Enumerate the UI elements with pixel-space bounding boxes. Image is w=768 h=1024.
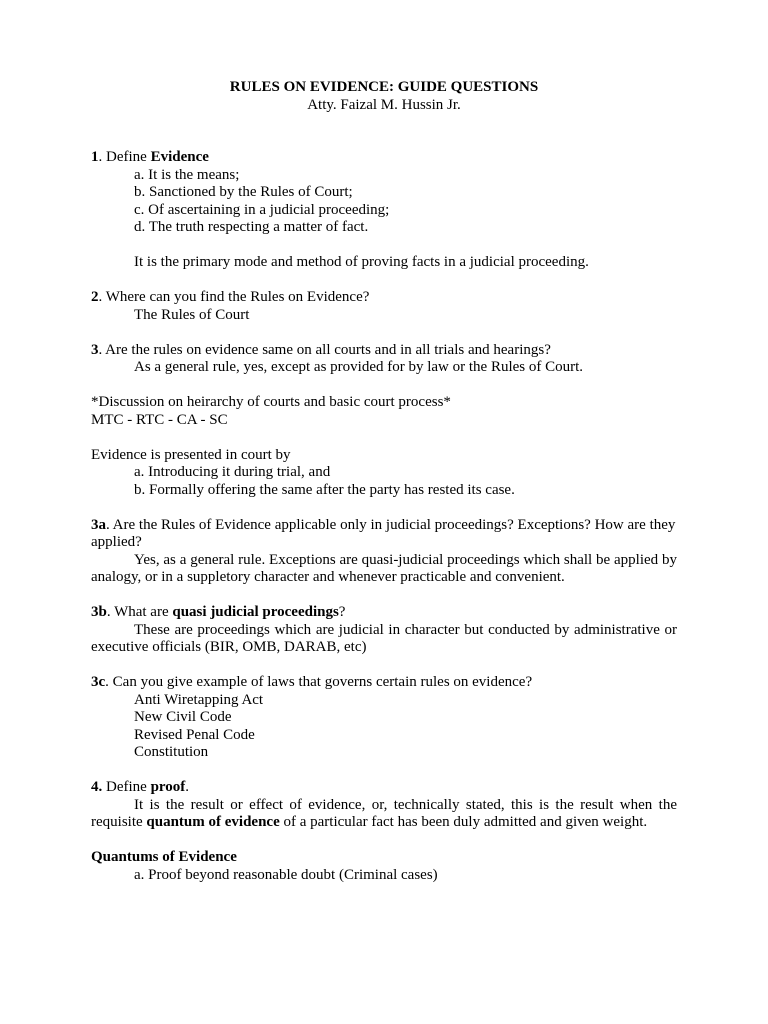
answer-3a: Yes, as a general rule. Exceptions are quasi-judicial proceedings which shall be applied by analogy, or in a suppletory character and whenever practicable and convenient. xyxy=(91,551,677,585)
question-3a: 3a. Are the Rules of Evidence applicable only in judicial proceedings? Exceptions? How are they applied? xyxy=(91,516,676,550)
answer-3b: These are proceedings which are judicial in character but conducted by administrative or executive officials (BIR, OMB, DARAB, etc) xyxy=(91,621,677,655)
discussion-note: *Discussion on heirarchy of courts and basic court process* xyxy=(91,394,451,410)
question-1-note: It is the primary mode and method of proving facts in a judicial proceeding. xyxy=(134,254,589,270)
answer-4: It is the result or effect of evidence, or, technically stated, this is the result when the requisite quantum of evidence of a particular fact has been duly admitted and given weight. xyxy=(91,796,677,830)
court-hierarchy: MTC - RTC - CA - SC xyxy=(91,411,228,428)
list-item: a. Proof beyond reasonable doubt (Criminal cases) xyxy=(134,866,438,883)
document-title: RULES ON EVIDENCE: GUIDE QUESTIONS xyxy=(229,79,539,95)
list-item: Revised Penal Code xyxy=(134,726,255,743)
list-item: d. The truth respecting a matter of fact. xyxy=(134,219,369,235)
list-item: b. Sanctioned by the Rules of Court; xyxy=(134,184,353,200)
question-3: 3. Are the rules on evidence same on all courts and in all trials and hearings? xyxy=(91,341,551,358)
question-3b: 3b. What are quasi judicial proceedings? xyxy=(91,604,346,620)
quantums-heading: Quantums of Evidence xyxy=(91,849,237,865)
document-author: Atty. Faizal M. Hussin Jr. xyxy=(307,96,461,113)
question-4: 4. Define proof. xyxy=(91,779,190,795)
list-item: a. Introducing it during trial, and xyxy=(134,464,331,480)
list-item: c. Of ascertaining in a judicial proceeding; xyxy=(134,201,390,218)
list-item: b. Formally offering the same after the party has rested its case. xyxy=(134,481,515,498)
answer-2: The Rules of Court xyxy=(134,306,250,323)
list-item: Constitution xyxy=(134,744,209,760)
answer-3: As a general rule, yes, except as provided for by law or the Rules of Court. xyxy=(134,359,584,375)
question-1: 1. Define Evidence xyxy=(91,149,209,165)
question-3c: 3c. Can you give example of laws that governs certain rules on evidence? xyxy=(91,674,533,690)
list-item: Anti Wiretapping Act xyxy=(134,691,264,708)
list-item: a. It is the means; xyxy=(134,166,240,183)
question-2: 2. Where can you find the Rules on Evidence? xyxy=(91,289,370,305)
list-item: New Civil Code xyxy=(134,709,232,725)
presented-intro: Evidence is presented in court by xyxy=(91,446,291,463)
